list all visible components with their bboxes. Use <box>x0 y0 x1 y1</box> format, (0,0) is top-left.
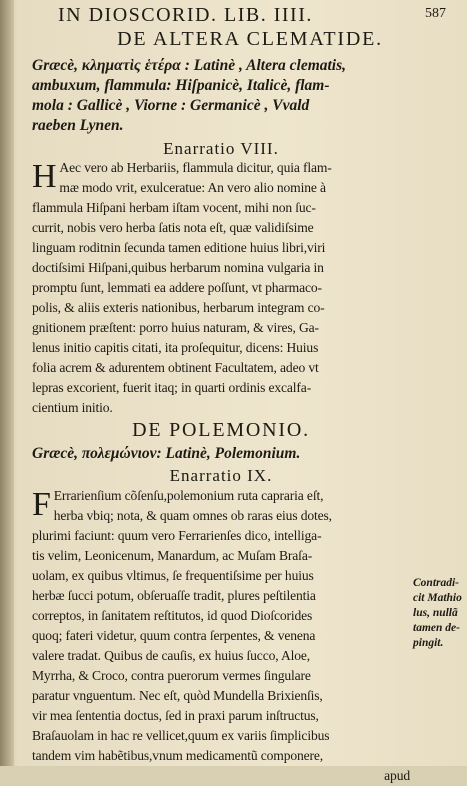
paragraph-line: lepras excorient, fuerit itaq; in quarti ordinis excalfa- <box>32 380 312 395</box>
paragraph-line: Braſauolam in hac re vellicet,quum ex variis ſimplicibus <box>32 728 330 743</box>
paragraph-line: uolam, ex quibus vltimus, ſe frequentiſsime per huius <box>32 568 314 583</box>
paragraph-line: mæ modo vrit, exulceratue: An vero alio nomine à <box>59 180 326 195</box>
paragraph-line: correptos, in ſanitatem reſtitutos, id quod Dioſcorides <box>32 608 313 623</box>
paragraph-line: paratur vnguentum. Nec eſt, quòd Mundella Brixienſis, <box>32 688 323 703</box>
paragraph-line: currit, nobis vero herba ſatis nota eſt, quæ validiſsime <box>32 220 314 235</box>
paragraph-line: linguam roditnin ſecunda tamen editione huius libri,viri <box>32 240 326 255</box>
paragraph-line: quoq; fateri videtur, quum contra ſerpentes, & venena <box>32 628 316 643</box>
paragraph-line: herba vbiq; nota, & quam omnes ob raras eius dotes, <box>53 508 332 523</box>
paragraph-line: doctiſsimi Hiſpani,quibus herbarum nomina vulgaria in <box>32 260 324 275</box>
paragraph-line: vir mea ſententia doctus, ſed in praxi parum inſtructus, <box>32 708 319 723</box>
page-number: 587 <box>425 6 446 21</box>
paragraph-line: F Errarienſium cõſenſu,polemonium ruta capraria eſt, <box>32 486 324 523</box>
synonym-line: Græcè, πολεμώνιον: Latinè, Polemonium. <box>32 445 301 462</box>
section-title: DE POLEMONIO. <box>132 419 310 441</box>
paragraph-line: Myrrha, & Croco, contra puerorum vermes ſingulare <box>32 668 311 683</box>
chapter-title: DE ALTERA CLEMATIDE. <box>117 28 383 50</box>
paragraph-line: cientium initio. <box>32 400 113 415</box>
text-block <box>32 56 410 786</box>
paragraph-line: promptu ſunt, lemmati ea addere poſſunt, vt pharmaco- <box>32 280 322 295</box>
paragraph-line: plurimi faciunt: quum vero Ferrarienſes dico, intelliga- <box>32 528 322 543</box>
paragraph-line: herbæ ſucci potum, obſeruaſſe tradit, plures peſtilentia <box>32 588 316 603</box>
paragraph-line: polis, & aliis exteris nationibus, herbarum integram co- <box>32 300 325 315</box>
running-title: IN DIOSCORID. LIB. IIII. <box>58 4 313 26</box>
catchword: apud <box>384 768 410 783</box>
narratio-heading: Enarratio IX. <box>169 466 273 485</box>
paragraph-line: H Aec vero ab Herbariis, flammula dicitur, quia flam- <box>32 158 332 195</box>
paragraph-line: gnitionem præſtent: porro huius naturam, & vires, Ga- <box>32 320 319 335</box>
drop-capital: H <box>32 158 57 195</box>
paragraph-line: folia acrem & adurentem obtinent Facultatem, adeo vt <box>32 360 319 375</box>
paragraph-line: lenus initio capitis citati, ita proſequitur, dicens: Huius <box>32 340 319 355</box>
narratio-heading: Enarratio VIII. <box>163 139 279 158</box>
page-gutter <box>0 0 14 766</box>
paragraph-line: tandem vim habẽtibus,vnum medicamentũ componere, <box>32 748 324 763</box>
drop-capital: F <box>32 486 51 523</box>
synonym-line: mola : Gallicè , Viorne : Germanicè , Vvald <box>32 97 310 114</box>
paragraph-line: valere tradat. Quibus de cauſis, ex huius ſucco, Aloe, <box>32 648 311 663</box>
paragraph-line: flammula Hiſpani herbam iſtam vocent, mihi non ſuc- <box>32 200 316 215</box>
paragraph-line: tis velim, Leonicenum, Manardum, ac Muſam Braſa- <box>32 548 313 563</box>
synonym-line: Græcè, κληματὶς ἑτέρα : Latinè , Altera clematis, <box>32 57 347 74</box>
margin-note: Contradi- cit Mathio lus, nullã tamen de- pingit. <box>413 577 462 649</box>
synonym-line: ambuxum, flammula: Hiſpanicè, Italicè, flam- <box>32 77 330 94</box>
synonym-line: raeben Lynen. <box>32 117 124 134</box>
running-header <box>40 2 460 26</box>
